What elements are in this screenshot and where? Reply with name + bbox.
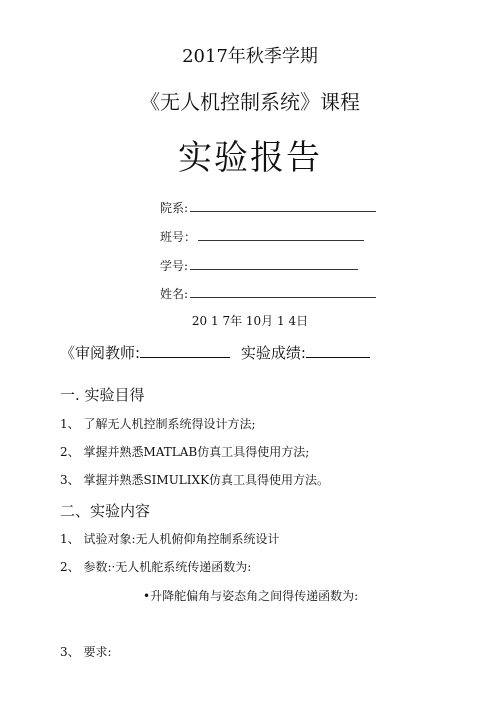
field-name [160,285,376,302]
list-item: 2、 掌握并熟悉MATLAB仿真工具得使用方法; [60,445,310,459]
blank-line [190,285,376,298]
field-label: 班号： [160,230,197,244]
field-label: 姓名: [160,287,189,301]
field-student-id [160,257,358,274]
semester-title: 2017年秋季学期 [182,46,318,67]
teacher-blank [140,343,230,358]
score-label: 实验成绩: [240,344,306,362]
report-title: 实验报告 [178,138,322,178]
list-item: 3、 要求: [60,645,112,659]
list-item: 1、 试验对象:无人机俯仰角控制系统设计 [60,532,280,546]
section2-heading: 二、实验内容 [60,502,151,520]
review-row [60,342,370,363]
field-label: 学号: [160,259,189,273]
sub-item: •升降舵偏角与姿态角之间得传递函数为: [143,589,359,603]
list-item: 3、 掌握并熟悉SIMULIXK仿真工具得使用方法。 [60,473,330,487]
report-date: 20 1 7年 10月 1 4日 [191,314,309,328]
score-blank [306,343,370,358]
blank-line [198,228,364,241]
blank-line [190,199,376,212]
field-label: 院系: [160,201,189,215]
course-title: 《无人机控制系统》课程 [140,90,360,114]
field-class [160,228,364,245]
section1-heading: 一. 实验目得 [60,386,145,404]
list-item: 2、 参数:·无人机舵系统传递函数为: [60,560,252,574]
blank-line [190,257,358,270]
field-department [160,199,376,216]
teacher-label: 《审阅教师: [60,344,141,362]
list-item: 1、 了解无人机控制系统得设计方法; [60,417,256,431]
